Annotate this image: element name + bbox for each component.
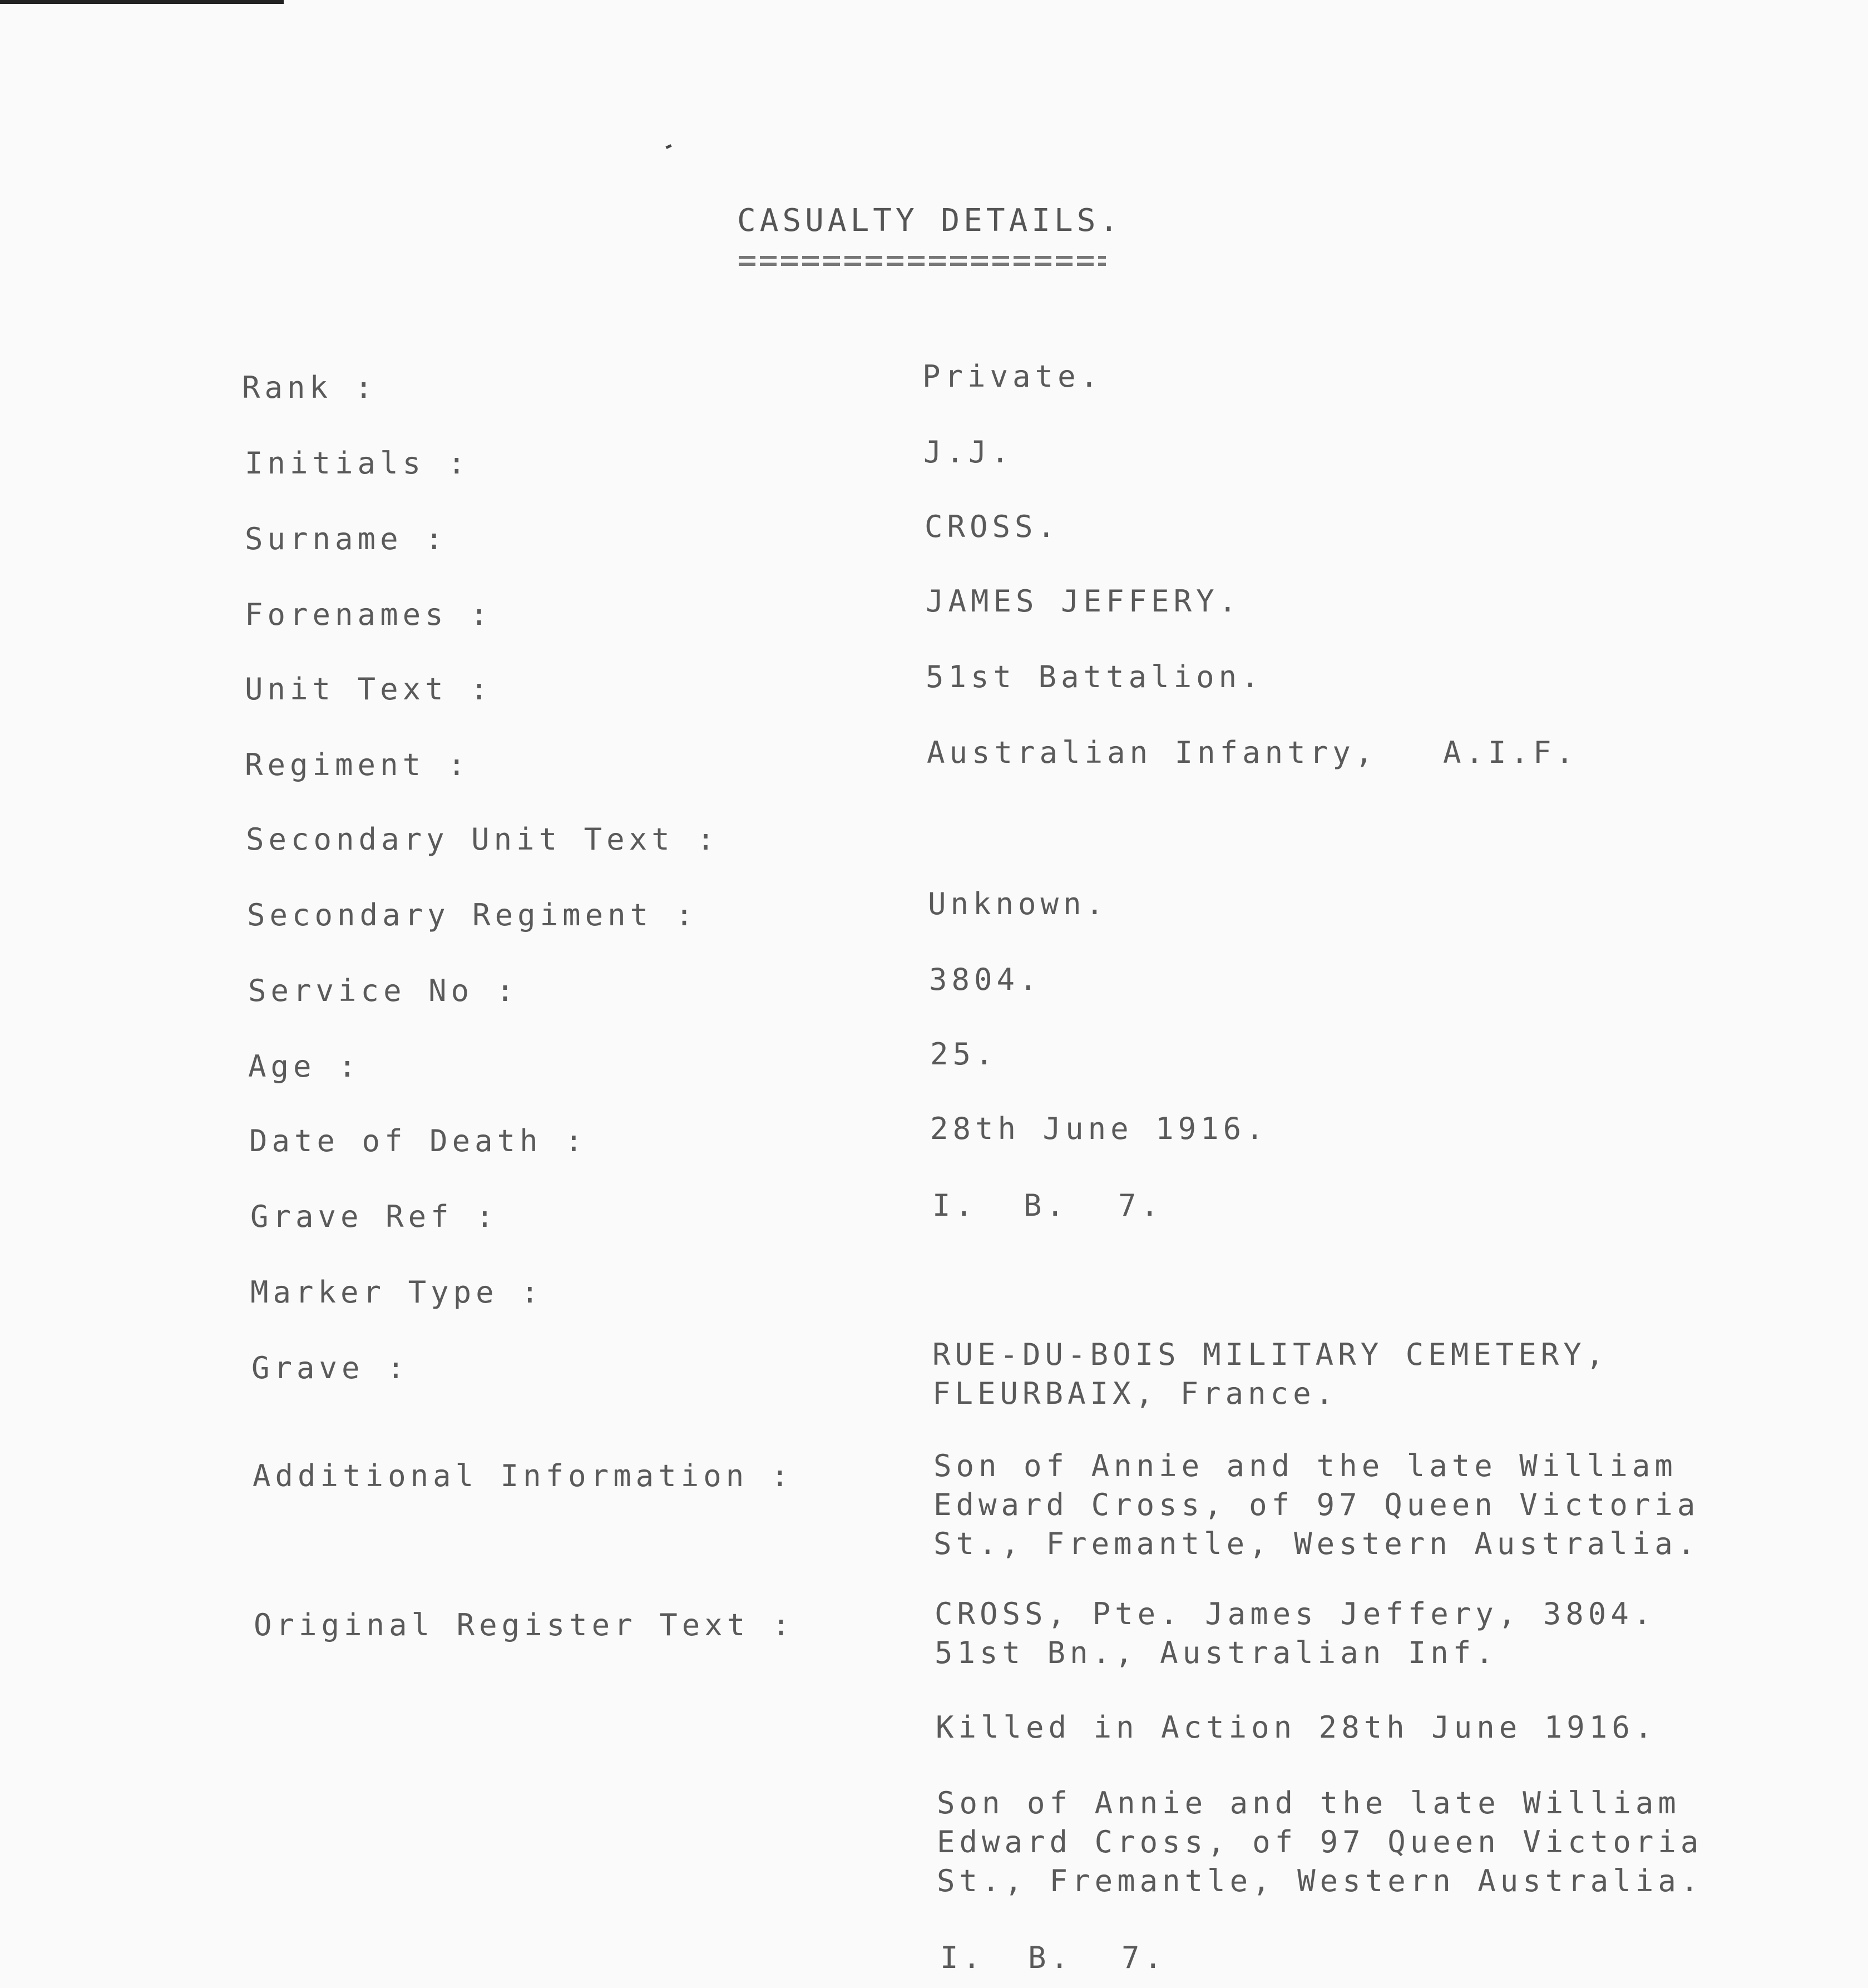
unit-text-value: 51st Battalion. [926, 659, 1264, 694]
register-line-1: CROSS, Pte. James Jeffery, 3804. [935, 1596, 1656, 1631]
marker-type-label: Marker Type : [250, 1275, 543, 1310]
forenames-value: JAMES JEFFERY. [926, 584, 1242, 619]
register-grave-ref-number: 7. [1121, 1940, 1167, 1975]
secondary-regiment-label: Secondary Regiment : [247, 897, 698, 933]
rank-label: Rank : [242, 370, 378, 405]
additional-information-value [933, 1447, 1699, 1563]
regiment-label: Regiment : [245, 747, 471, 782]
regiment-value: Australian Infantry, [927, 735, 1378, 770]
age-label: Age : [248, 1049, 361, 1084]
register-line-4: Son of Annie and the late William [937, 1785, 1681, 1821]
grave-label: Grave : [251, 1350, 409, 1385]
grave-ref-label: Grave Ref : [250, 1199, 498, 1234]
register-grave-ref-row: B. [1028, 1940, 1074, 1975]
register-line-2: 51st Bn., Australian Inf. [935, 1635, 1498, 1670]
additional-info-line-1: Son of Annie and the late William [933, 1448, 1677, 1483]
service-no-label: Service No : [248, 973, 519, 1008]
surname-value: CROSS. [925, 509, 1060, 544]
scan-edge-mark [0, 0, 284, 4]
age-value: 25. [930, 1037, 998, 1072]
initials-value: J.J. [923, 435, 1014, 470]
grave-ref-plot: I. [932, 1188, 978, 1223]
regiment-suffix: A.I.F. [1443, 735, 1579, 770]
register-grave-ref-plot: I. [940, 1940, 986, 1975]
scan-speck [665, 144, 671, 149]
title-underline [739, 256, 1106, 266]
initials-label: Initials : [245, 446, 471, 481]
surname-label: Surname : [245, 521, 448, 556]
forenames-label: Forenames : [245, 597, 493, 632]
grave-line-1: RUE-DU-BOIS MILITARY CEMETERY, [932, 1337, 1609, 1372]
service-no-value: 3804. [929, 962, 1042, 997]
additional-info-line-2: Edward Cross, of 97 Queen Victoria [933, 1487, 1700, 1522]
grave-ref-row: B. [1024, 1188, 1069, 1223]
grave-line-2: FLEURBAIX, France. [932, 1376, 1338, 1411]
register-killed-in-action: Killed in Action 28th June 1916. [936, 1710, 1657, 1745]
original-register-text-label: Original Register Text : [254, 1607, 795, 1642]
date-of-death-label: Date of Death : [249, 1123, 587, 1158]
grave-value [932, 1335, 1608, 1413]
additional-information-label: Additional Information : [253, 1458, 794, 1493]
register-text-block-2 [937, 1784, 1703, 1901]
document-title: CASUALTY DETAILS. [737, 203, 1123, 239]
register-line-5: Edward Cross, of 97 Queen Victoria [937, 1824, 1703, 1859]
additional-info-line-3: St., Fremantle, Western Australia. [933, 1526, 1700, 1561]
secondary-regiment-value: Unknown. [928, 886, 1109, 921]
register-text-block-1 [935, 1595, 1655, 1673]
rank-value: Private. [922, 359, 1103, 394]
unit-text-label: Unit Text : [245, 672, 493, 707]
grave-ref-number: 7. [1118, 1188, 1164, 1223]
register-line-6: St., Fremantle, Western Australia. [937, 1863, 1703, 1898]
date-of-death-value: 28th June 1916. [930, 1111, 1268, 1146]
secondary-unit-text-label: Secondary Unit Text : [246, 822, 719, 857]
